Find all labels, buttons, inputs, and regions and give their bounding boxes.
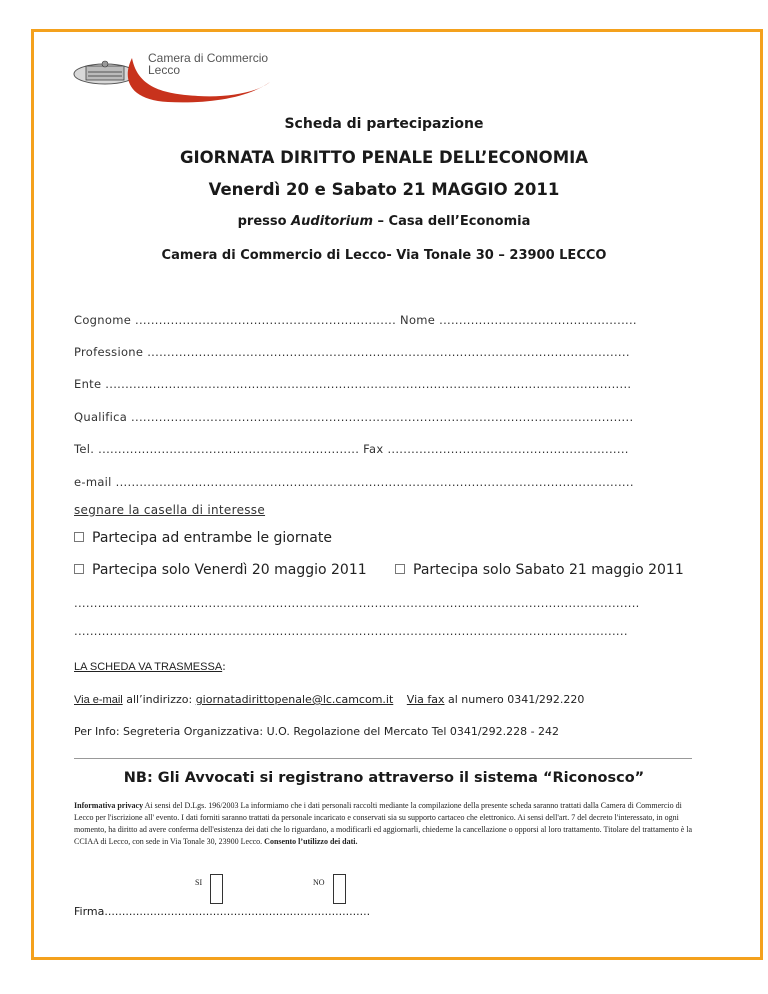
- consent-no-label: NO: [313, 878, 325, 887]
- via-fax-label: Via fax: [406, 693, 445, 706]
- option-venerdi-label: Partecipa solo Venerdì 20 maggio 2011: [92, 562, 367, 578]
- ente-field[interactable]: Ente .....................................................................................................................................: [74, 377, 632, 391]
- qualifica-field[interactable]: Qualifica ...............................................................................................................................: [74, 410, 634, 424]
- privacy-label: Informativa privacy: [74, 801, 144, 810]
- firma-field[interactable]: Firma............................................................................: [74, 905, 371, 918]
- scheda-heading: Scheda di partecipazione: [284, 116, 484, 132]
- logo-line2: Lecco: [148, 63, 181, 77]
- event-venue: [0, 214, 768, 229]
- venue-prefix: presso: [237, 214, 292, 229]
- blank-line-1[interactable]: ...............................................................................................................................................: [74, 596, 640, 610]
- checkbox-venerdi[interactable]: [74, 564, 84, 574]
- cognome-nome-field[interactable]: Cognome .................................................................. Nome ..................................................: [74, 313, 637, 327]
- email-link[interactable]: giornatadirittopenale@lc.camcom.it: [195, 693, 394, 706]
- trasmissione-title: [74, 660, 226, 673]
- event-dates: Venerdì 20 e Sabato 21 MAGGIO 2011: [208, 180, 560, 199]
- option-venerdi[interactable]: [74, 562, 367, 578]
- via-email-label: Via e-mail: [74, 694, 123, 706]
- consent-si-box[interactable]: [210, 874, 223, 904]
- privacy-consent: Consento l’utilizzo dei dati.: [264, 837, 358, 846]
- trasmissione-title-text: LA SCHEDA VA TRASMESSA: [74, 661, 223, 673]
- blank-line-2[interactable]: ............................................................................................................................................: [74, 624, 628, 638]
- privacy-notice: [74, 800, 694, 848]
- segnare-label: segnare la casella di interesse: [74, 503, 266, 517]
- checkbox-sabato[interactable]: [395, 564, 405, 574]
- trasmissione-colon: :: [222, 660, 226, 673]
- logo-line1: Camera di Commercio: [148, 51, 269, 65]
- logo-text: [148, 52, 268, 76]
- tel-fax-field[interactable]: Tel. .................................................................. Fax .............................................................: [74, 442, 629, 456]
- option-entrambe[interactable]: [74, 530, 332, 546]
- venue-suffix: – Casa dell’Economia: [373, 214, 531, 229]
- via-email-text: all’indirizzo:: [122, 693, 196, 706]
- option-sabato-label: Partecipa solo Sabato 21 maggio 2011: [413, 562, 684, 578]
- via-fax-text: al numero 0341/292.220: [444, 693, 585, 706]
- option-entrambe-label: Partecipa ad entrambe le giornate: [92, 530, 332, 546]
- info-line: Per Info: Segreteria Organizzativa: U.O. Regolazione del Mercato Tel 0341/292.228 - 242: [74, 725, 560, 738]
- consent-no-box[interactable]: [333, 874, 346, 904]
- professione-field[interactable]: Professione ..........................................................................................................................: [74, 345, 630, 359]
- event-title: GIORNATA DIRITTO PENALE DELL’ECONOMIA: [179, 148, 589, 167]
- option-sabato[interactable]: [395, 562, 684, 578]
- divider: [74, 758, 692, 759]
- nb-note: NB: Gli Avvocati si registrano attraverso il sistema “Riconosco”: [123, 770, 645, 786]
- consent-si-label: SI: [195, 878, 203, 887]
- privacy-text: Ai sensi del D.Lgs. 196/2003 La informiamo che i dati personali raccolti mediante la compilazione della presente scheda saranno trattati dalla Camera di Commercio di Lecco per l'iscrizione all' evento. I dati forniti saranno trattati da personale incaricato e conservati sia su supporto cartaceo che elettronico. Ai sensi dell'art. 7 del decreto l'interessato, in ogni momento, ha diritto ad avere conferma dell'esistenza dei dati che lo riguardano, a modificarli ed aggiornarli, chiederne la cancellazione o opporsi al loro trattamento. Titolare del trattamento è la CCIAA di Lecco, con sede in Via Tonale 30, 23900 Lecco.: [74, 801, 693, 846]
- trasmissione-line: [74, 693, 584, 706]
- venue-place: Auditorium: [291, 214, 373, 229]
- email-field[interactable]: e-mail ...................................................................................................................................: [74, 475, 634, 489]
- event-address: Camera di Commercio di Lecco- Via Tonale 30 – 23900 LECCO: [161, 248, 607, 263]
- checkbox-entrambe[interactable]: [74, 532, 84, 542]
